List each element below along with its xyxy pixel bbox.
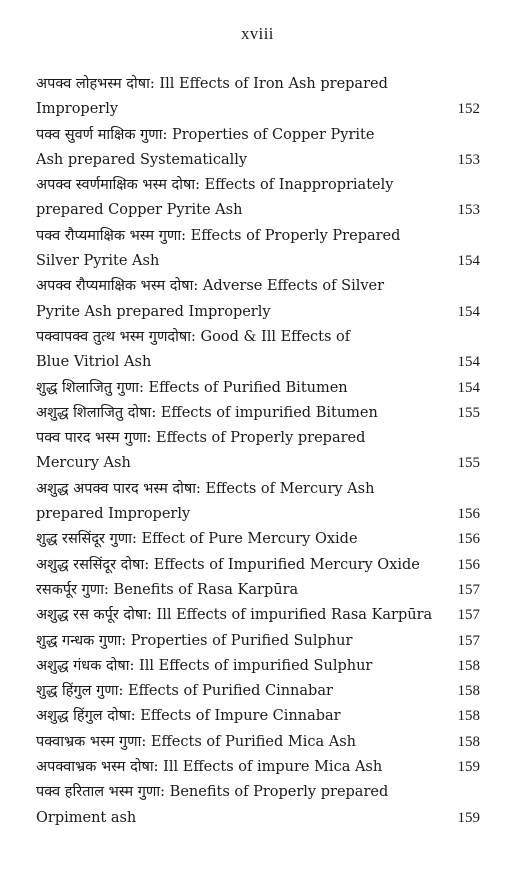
toc-entry (36, 654, 480, 679)
toc-entry-line: रसकर्पूर गुणा: Benefits of Rasa Karpūra (36, 581, 299, 598)
toc-entry-line: prepared Copper Pyrite Ash (36, 202, 243, 219)
toc-entry-line: Silver Pyrite Ash (36, 253, 160, 270)
toc-entry (36, 123, 480, 174)
toc-entry-page-number: 156 (457, 531, 480, 548)
toc-entry-page-number: 158 (457, 708, 480, 725)
toc-entry (36, 553, 480, 578)
toc-entry (36, 477, 480, 528)
toc-entry-title (36, 274, 480, 325)
toc-entry-line: Improperly (36, 101, 119, 118)
toc-entry-page-number: 154 (457, 253, 480, 270)
toc-entry-page-number: 153 (457, 151, 480, 168)
toc-entry-page-number: 157 (457, 632, 480, 649)
toc-entry-line: Ash prepared Systematically (36, 151, 248, 168)
toc-entry-line: शुद्ध हिंगुल गुणा: Effects of Purified Cinnabar (36, 683, 333, 700)
toc-entry-title (36, 123, 480, 174)
toc-entry-title (36, 730, 480, 755)
toc-entry-line: अशुद्ध गंधक दोषा: Ill Effects of impurified Sulphur (36, 657, 373, 674)
toc-entry (36, 578, 480, 603)
toc-entry-title (36, 654, 480, 679)
toc-entry-line: अशुद्ध रस कर्पूर दोषा: Ill Effects of impurified Rasa Karpūra (36, 607, 433, 624)
toc-entry-page-number: 153 (457, 202, 480, 219)
toc-entry-page-number: 158 (457, 733, 480, 750)
toc-entry-line: अपक्व रौप्यमाक्षिक भस्म दोषा: Adverse Effects of Silver (36, 278, 385, 295)
toc-entry-page-number: 156 (457, 506, 480, 523)
toc-entry-title (36, 426, 480, 477)
toc-entry-line: पक्व सुवर्ण माक्षिक गुणा: Properties of Copper Pyrite (36, 126, 375, 143)
toc-entry (36, 224, 480, 275)
toc-entry-title (36, 325, 480, 376)
toc-entry-title (36, 679, 480, 704)
toc-entry-page-number: 155 (457, 404, 480, 421)
toc-entry-page-number: 157 (457, 581, 480, 598)
toc-entry (36, 755, 480, 780)
toc-entry-page-number: 158 (457, 683, 480, 700)
toc-entry (36, 72, 480, 123)
toc-entry-title (36, 578, 480, 603)
toc-entry-line: अपक्व स्वर्णमाक्षिक भस्म दोषा: Effects of Inappropriately (36, 177, 394, 194)
table-of-contents (36, 72, 480, 831)
toc-entry-page-number: 154 (457, 303, 480, 320)
toc-entry-line: पक्वापक्व तुत्थ भस्म गुणदोषा: Good & Ill Effects of (36, 328, 351, 345)
toc-entry-line: शुद्ध गन्धक गुणा: Properties of Purified Sulphur (36, 632, 353, 649)
toc-entry-line: अपक्व लोहभस्म दोषा: Ill Effects of Iron Ash prepared (36, 76, 388, 92)
toc-entry-title (36, 704, 480, 729)
toc-entry (36, 730, 480, 755)
toc-entry (36, 274, 480, 325)
toc-entry-title (36, 780, 480, 831)
toc-entry-line: अशुद्ध शिलाजितु दोषा: Effects of impurified Bitumen (36, 404, 378, 421)
toc-entry-title (36, 477, 480, 528)
toc-entry-page-number: 159 (457, 759, 480, 776)
toc-entry (36, 401, 480, 426)
toc-entry-page-number: 157 (457, 607, 480, 624)
toc-entry-title (36, 755, 480, 780)
toc-entry-line: अपक्वाभ्रक भस्म दोषा: Ill Effects of impure Mica Ash (36, 759, 383, 776)
toc-entry-title (36, 527, 480, 552)
toc-entry-title (36, 603, 480, 628)
toc-entry (36, 325, 480, 376)
toc-entry-page-number: 158 (457, 657, 480, 674)
toc-entry-line: Mercury Ash (36, 455, 131, 472)
toc-entry-title (36, 376, 480, 401)
toc-entry-page-number: 156 (457, 556, 480, 573)
toc-entry-page-number: 152 (457, 101, 480, 118)
toc-entry (36, 679, 480, 704)
toc-entry-line: अशुद्ध रससिंदूर दोषा: Effects of Impurified Mercury Oxide (36, 556, 420, 573)
toc-entry-page-number: 154 (457, 354, 480, 371)
toc-entry (36, 426, 480, 477)
toc-entry-line: शुद्ध रससिंदूर गुणा: Effect of Pure Mercury Oxide (36, 531, 358, 548)
toc-entry-line: पक्व पारद भस्म गुणा: Effects of Properly prepared (36, 430, 366, 447)
toc-entry (36, 704, 480, 729)
toc-entry-line: अशुद्ध हिंगुल दोषा: Effects of Impure Cinnabar (36, 708, 341, 725)
toc-entry-line: Orpiment ash (36, 809, 137, 826)
toc-entry-line: Blue Vitriol Ash (36, 354, 152, 371)
toc-entry (36, 173, 480, 224)
toc-entry-line: अशुद्ध अपक्व पारद भस्म दोषा: Effects of Mercury Ash (36, 480, 375, 497)
toc-entry-page-number: 159 (457, 809, 480, 826)
toc-entry (36, 780, 480, 831)
toc-entry-page-number: 154 (457, 379, 480, 396)
toc-entry-title (36, 224, 480, 275)
toc-entry-line: पक्वाभ्रक भस्म गुणा: Effects of Purified Mica Ash (36, 733, 356, 750)
toc-entry-line: पक्व रौप्यमाक्षिक भस्म गुणा: Effects of Properly Prepared (36, 227, 401, 244)
toc-entry (36, 629, 480, 654)
toc-entry-title (36, 553, 480, 578)
toc-entry-page-number: 155 (457, 455, 480, 472)
toc-entry-line: Pyrite Ash prepared Improperly (36, 303, 271, 320)
toc-entry-line: पक्व हरिताल भस्म गुणा: Benefits of Properly prepared (36, 784, 389, 801)
toc-entry (36, 527, 480, 552)
toc-entry (36, 603, 480, 628)
page-number: xviii (241, 24, 274, 43)
toc-entry (36, 376, 480, 401)
toc-entry-title (36, 629, 480, 654)
toc-entry-title (36, 173, 480, 224)
toc-entry-line: prepared Improperly (36, 506, 191, 523)
toc-entry-line: शुद्ध शिलाजितु गुणा: Effects of Purified Bitumen (36, 379, 348, 396)
toc-entry-title (36, 401, 480, 426)
toc-entry-title (36, 72, 480, 123)
